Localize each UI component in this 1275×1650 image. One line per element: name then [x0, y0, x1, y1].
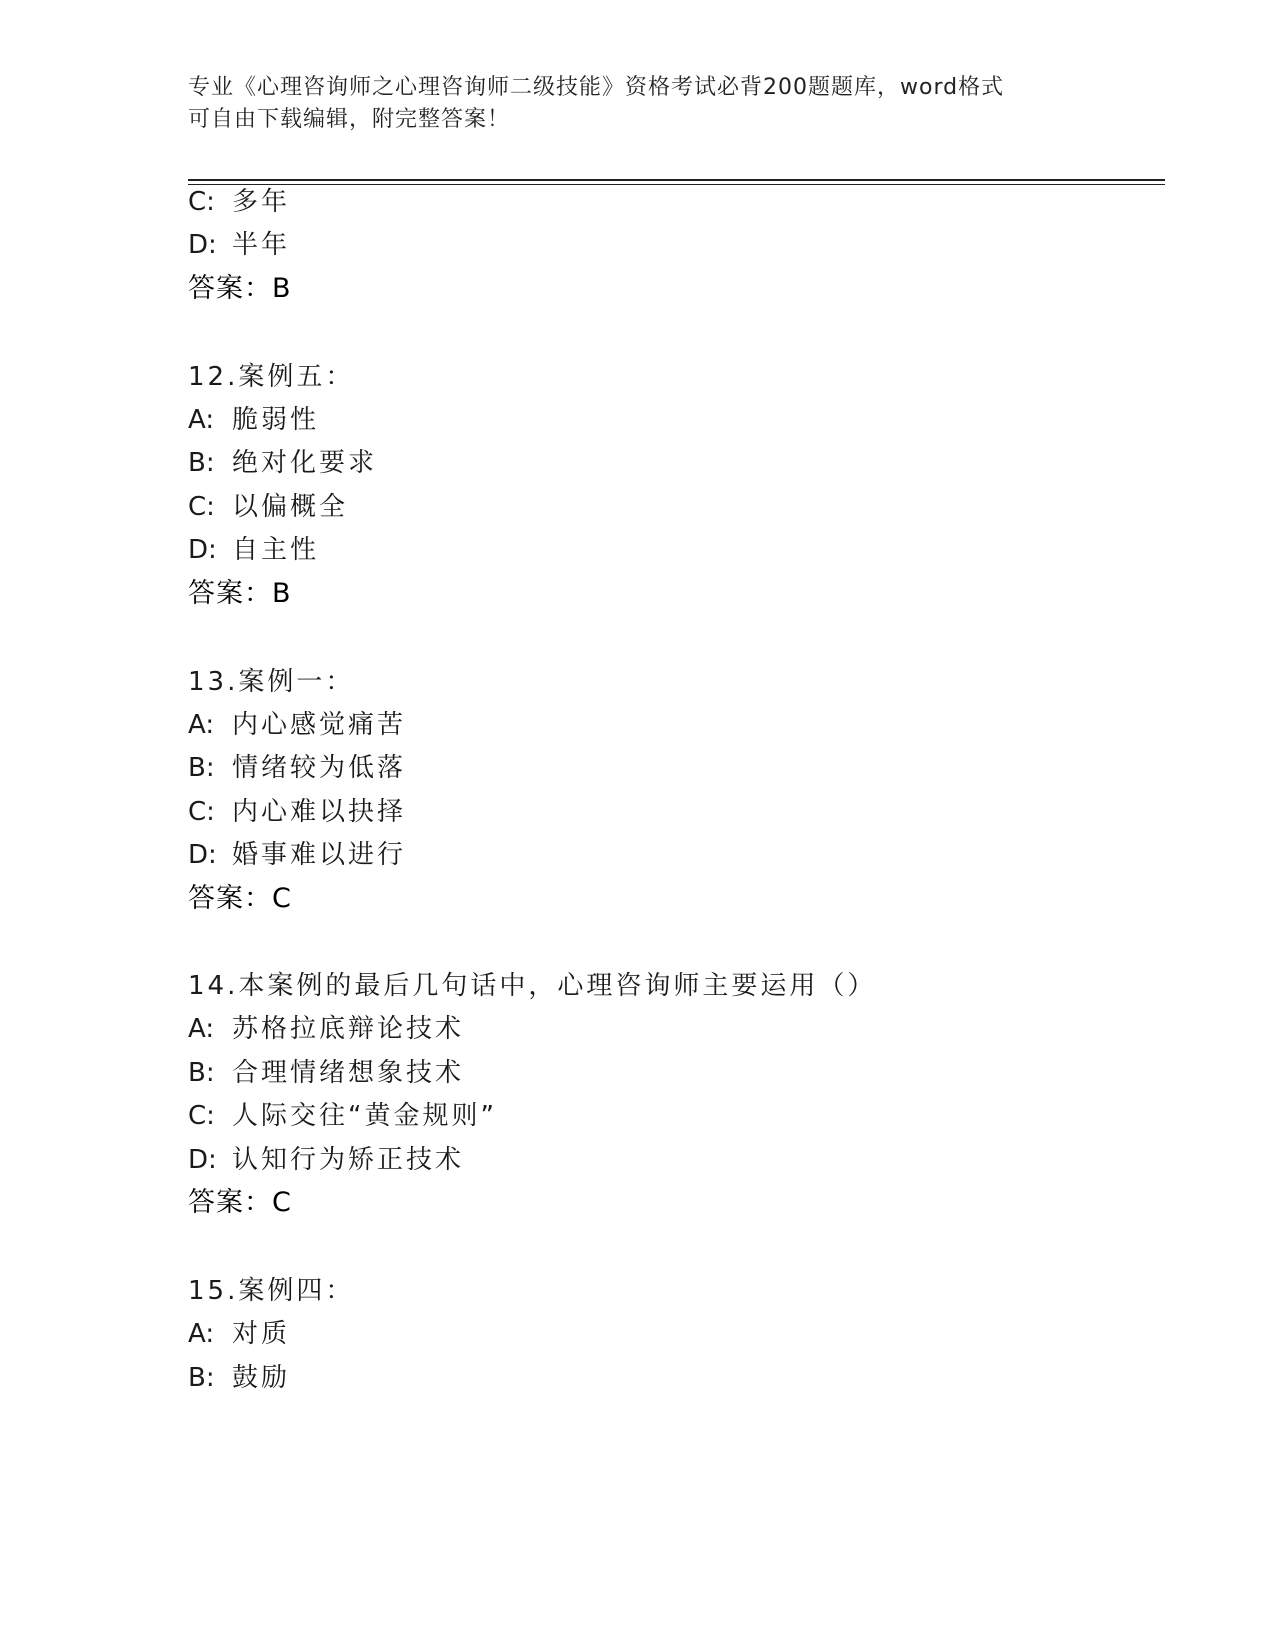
option-a: A: 苏格拉底辩论技术: [188, 1014, 465, 1044]
option-a: A: 对质: [188, 1319, 291, 1349]
question-12: 12.案例五：: [188, 362, 355, 392]
answer-line: 答案：C: [188, 883, 292, 914]
header-title-line-2: 可自由下载编辑，附完整答案！: [188, 107, 511, 132]
option-b: B: 情绪较为低落: [188, 753, 407, 783]
answer-line: 答案：B: [188, 273, 292, 304]
option-a: A: 内心感觉痛苦: [188, 710, 407, 740]
header-divider-thick: [188, 179, 1165, 181]
option-c: C: 多年: [188, 187, 291, 217]
option-c: C: 人际交往“黄金规则”: [188, 1101, 497, 1131]
option-a: A: 脆弱性: [188, 405, 320, 435]
header-title-line-1: 专业《心理咨询师之心理咨询师二级技能》资格考试必背200题题库，word格式: [188, 75, 1005, 100]
option-c: C: 内心难以抉择: [188, 797, 407, 827]
option-c: C: 以偏概全: [188, 492, 349, 522]
question-13: 13.案例一：: [188, 667, 355, 697]
answer-line: 答案：B: [188, 578, 292, 609]
answer-line: 答案：C: [188, 1187, 292, 1218]
option-b: B: 鼓励: [188, 1363, 291, 1393]
option-d: D: 半年: [188, 230, 291, 260]
question-15: 15.案例四：: [188, 1276, 355, 1306]
option-b: B: 绝对化要求: [188, 448, 378, 478]
question-14: 14.本案例的最后几句话中，心理咨询师主要运用（）: [188, 971, 877, 1001]
option-b: B: 合理情绪想象技术: [188, 1058, 465, 1088]
option-d: D: 婚事难以进行: [188, 840, 407, 870]
header-divider-thin: [188, 184, 1165, 185]
document-header: [188, 72, 1088, 136]
option-d: D: 自主性: [188, 535, 320, 565]
option-d: D: 认知行为矫正技术: [188, 1145, 465, 1175]
